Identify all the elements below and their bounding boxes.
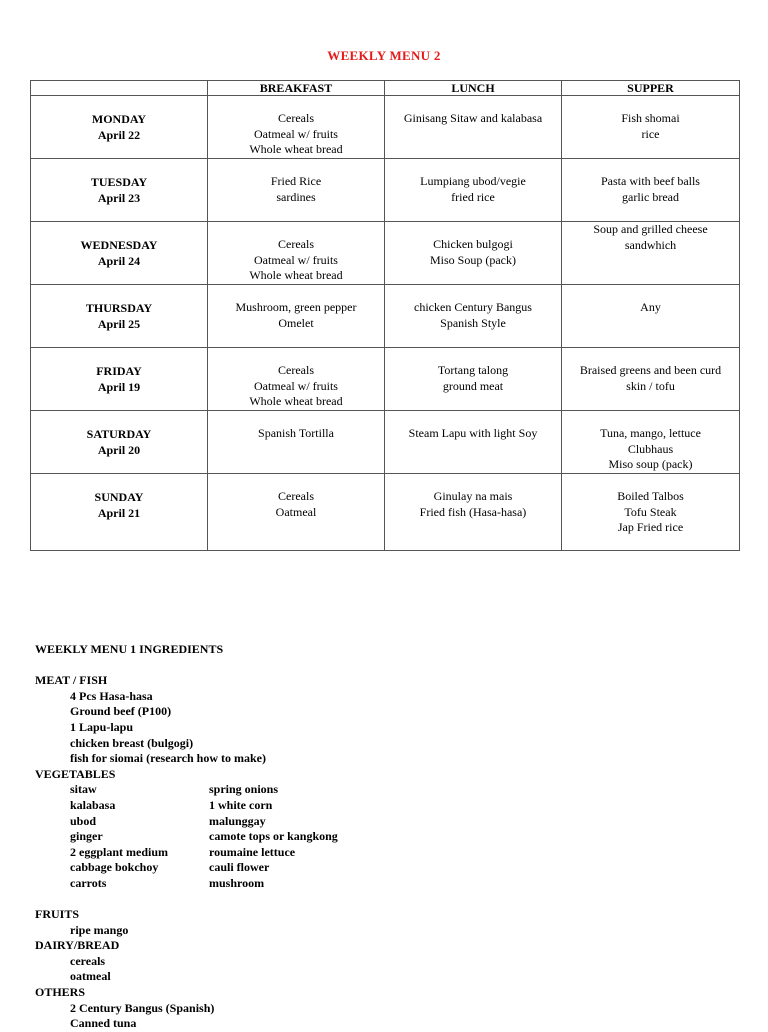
lunch-item: chicken Century Bangus <box>414 300 532 314</box>
vegetables-heading: VEGETABLES <box>35 766 116 781</box>
supper-cell <box>562 159 740 222</box>
vegetables-column-2 <box>209 782 409 891</box>
vegetable-item: ubod <box>70 813 97 828</box>
vegetable-item: carrots <box>70 875 107 890</box>
breakfast-item: Spanish Tortilla <box>258 426 334 440</box>
day-date: April 24 <box>97 254 141 268</box>
dairy-item: oatmeal <box>70 969 111 984</box>
breakfast-cell <box>208 411 385 474</box>
vegetable-item: camote tops or kangkong <box>209 829 338 844</box>
vegetables-list <box>35 782 409 891</box>
day-cell <box>31 159 208 222</box>
dairy-heading: DAIRY/BREAD <box>35 938 120 953</box>
day-date: April 23 <box>97 191 141 205</box>
others-list <box>35 1001 409 1032</box>
header-breakfast: BREAKFAST <box>208 81 385 96</box>
other-item: Canned tuna <box>70 1016 137 1031</box>
supper-cell <box>562 474 740 551</box>
supper-item: Soup and grilled cheese <box>593 222 708 236</box>
day-cell <box>31 222 208 285</box>
breakfast-cell <box>208 159 385 222</box>
meat-item: chicken breast (bulgogi) <box>70 735 194 750</box>
supper-item: Tuna, mango, lettuce <box>600 426 701 440</box>
meat-heading: MEAT / FISH <box>35 673 108 688</box>
lunch-item: Steam Lapu with light Soy <box>408 426 538 440</box>
vegetables-column-1 <box>70 782 209 891</box>
table-row <box>31 222 740 285</box>
lunch-item: Chicken bulgogi <box>433 237 513 251</box>
breakfast-item: Fried Rice <box>270 174 322 188</box>
meat-item: 4 Pcs Hasa-hasa <box>70 688 153 703</box>
table-row <box>31 411 740 474</box>
vegetable-item: cauli flower <box>209 860 270 875</box>
supper-cell <box>562 348 740 411</box>
breakfast-item: Oatmeal w/ fruits <box>254 126 338 141</box>
lunch-item: fried rice <box>451 189 495 204</box>
day-date: April 25 <box>97 317 141 331</box>
dairy-item: cereals <box>70 953 106 968</box>
breakfast-item: Cereals <box>278 363 314 377</box>
header-empty <box>31 81 208 96</box>
day-date: April 19 <box>97 380 141 394</box>
day-name: SATURDAY <box>86 427 152 441</box>
day-cell <box>31 96 208 159</box>
vegetable-item: cabbage bokchoy <box>70 860 159 875</box>
table-row <box>31 474 740 551</box>
breakfast-item: Whole wheat bread <box>249 394 343 409</box>
meat-item: Ground beef (P100) <box>70 704 172 719</box>
breakfast-item: Omelet <box>278 315 314 330</box>
table-row <box>31 96 740 159</box>
vegetable-item: 2 eggplant medium <box>70 844 169 859</box>
supper-cell <box>562 411 740 474</box>
supper-item: sandwhich <box>624 237 677 252</box>
vegetable-item: ginger <box>70 829 103 844</box>
breakfast-item: sardines <box>276 189 316 204</box>
lunch-cell <box>385 474 562 551</box>
breakfast-item: Mushroom, green pepper <box>235 300 357 314</box>
lunch-item: Ginisang Sitaw and kalabasa <box>403 111 543 125</box>
breakfast-cell <box>208 285 385 348</box>
day-name: SUNDAY <box>94 490 144 504</box>
supper-item: garlic bread <box>622 189 679 204</box>
fruits-list <box>35 923 409 939</box>
breakfast-cell <box>208 474 385 551</box>
breakfast-item: Oatmeal w/ fruits <box>254 252 338 267</box>
lunch-cell <box>385 222 562 285</box>
day-name: THURSDAY <box>85 301 153 315</box>
header-lunch: LUNCH <box>385 81 562 96</box>
lunch-item: Fried fish (Hasa-hasa) <box>419 504 527 519</box>
supper-item: skin / tofu <box>626 378 675 393</box>
supper-cell <box>562 222 740 285</box>
table-row <box>31 285 740 348</box>
document-title: WEEKLY MENU 2 <box>327 48 441 63</box>
vegetable-item: mushroom <box>209 875 265 890</box>
supper-item: Boiled Talbos <box>617 489 684 503</box>
meat-item: fish for siomai (research how to make) <box>70 751 266 766</box>
lunch-cell <box>385 411 562 474</box>
ingredients-title: WEEKLY MENU 1 INGREDIENTS <box>35 642 224 656</box>
fruits-heading: FRUITS <box>35 907 80 922</box>
lunch-item: Miso Soup (pack) <box>430 252 516 267</box>
supper-item: Braised greens and been curd <box>579 363 722 377</box>
day-name: MONDAY <box>91 112 147 126</box>
lunch-cell <box>385 159 562 222</box>
day-name: TUESDAY <box>90 175 148 189</box>
table-header-row <box>31 81 740 96</box>
lunch-cell <box>385 96 562 159</box>
day-cell <box>31 285 208 348</box>
supper-item: Fish shomai <box>621 111 680 125</box>
supper-item: Tofu Steak <box>624 504 677 519</box>
day-name: WEDNESDAY <box>80 238 158 252</box>
supper-item: Pasta with beef balls <box>601 174 700 188</box>
fruit-item: ripe mango <box>70 922 129 937</box>
other-item: 2 Century Bangus (Spanish) <box>70 1000 215 1015</box>
header-supper: SUPPER <box>562 81 740 96</box>
vegetable-item: roumaine lettuce <box>209 844 296 859</box>
breakfast-cell <box>208 222 385 285</box>
supper-cell <box>562 96 740 159</box>
breakfast-item: Cereals <box>278 111 314 125</box>
day-cell <box>31 348 208 411</box>
supper-cell <box>562 285 740 348</box>
breakfast-cell <box>208 348 385 411</box>
day-name: FRIDAY <box>96 364 142 378</box>
breakfast-item: Whole wheat bread <box>249 142 343 157</box>
day-date: April 20 <box>97 443 141 457</box>
day-date: April 22 <box>97 128 141 142</box>
lunch-item: Lumpiang ubod/vegie <box>420 174 526 188</box>
supper-item: Miso soup (pack) <box>608 457 693 472</box>
breakfast-item: Oatmeal w/ fruits <box>254 378 338 393</box>
supper-item: Clubhaus <box>627 441 674 456</box>
ingredients-section <box>35 642 409 1032</box>
day-cell <box>31 474 208 551</box>
breakfast-item: Cereals <box>278 237 314 251</box>
lunch-item: Ginulay na mais <box>433 489 513 503</box>
breakfast-item: Cereals <box>278 489 314 503</box>
breakfast-item: Oatmeal <box>275 504 317 519</box>
vegetable-item: kalabasa <box>70 797 116 812</box>
lunch-item: Spanish Style <box>440 315 506 330</box>
supper-item: rice <box>641 126 660 141</box>
weekly-menu-table <box>30 80 740 551</box>
day-cell <box>31 411 208 474</box>
vegetable-item: spring onions <box>209 782 279 797</box>
others-heading: OTHERS <box>35 985 86 1000</box>
lunch-cell <box>385 285 562 348</box>
lunch-cell <box>385 348 562 411</box>
table-row <box>31 159 740 222</box>
lunch-item: ground meat <box>442 378 504 393</box>
meat-item: 1 Lapu-lapu <box>70 719 134 734</box>
meat-list <box>35 689 409 767</box>
table-row <box>31 348 740 411</box>
vegetable-item: malunggay <box>209 813 266 828</box>
vegetable-item: sitaw <box>70 782 97 797</box>
breakfast-cell <box>208 96 385 159</box>
supper-item: Any <box>640 300 661 314</box>
lunch-item: Tortang talong <box>437 363 509 377</box>
dairy-list <box>35 954 409 985</box>
breakfast-item: Whole wheat bread <box>249 268 343 283</box>
day-date: April 21 <box>97 506 141 520</box>
supper-item: Jap Fried rice <box>617 520 684 535</box>
vegetable-item: 1 white corn <box>209 797 273 812</box>
